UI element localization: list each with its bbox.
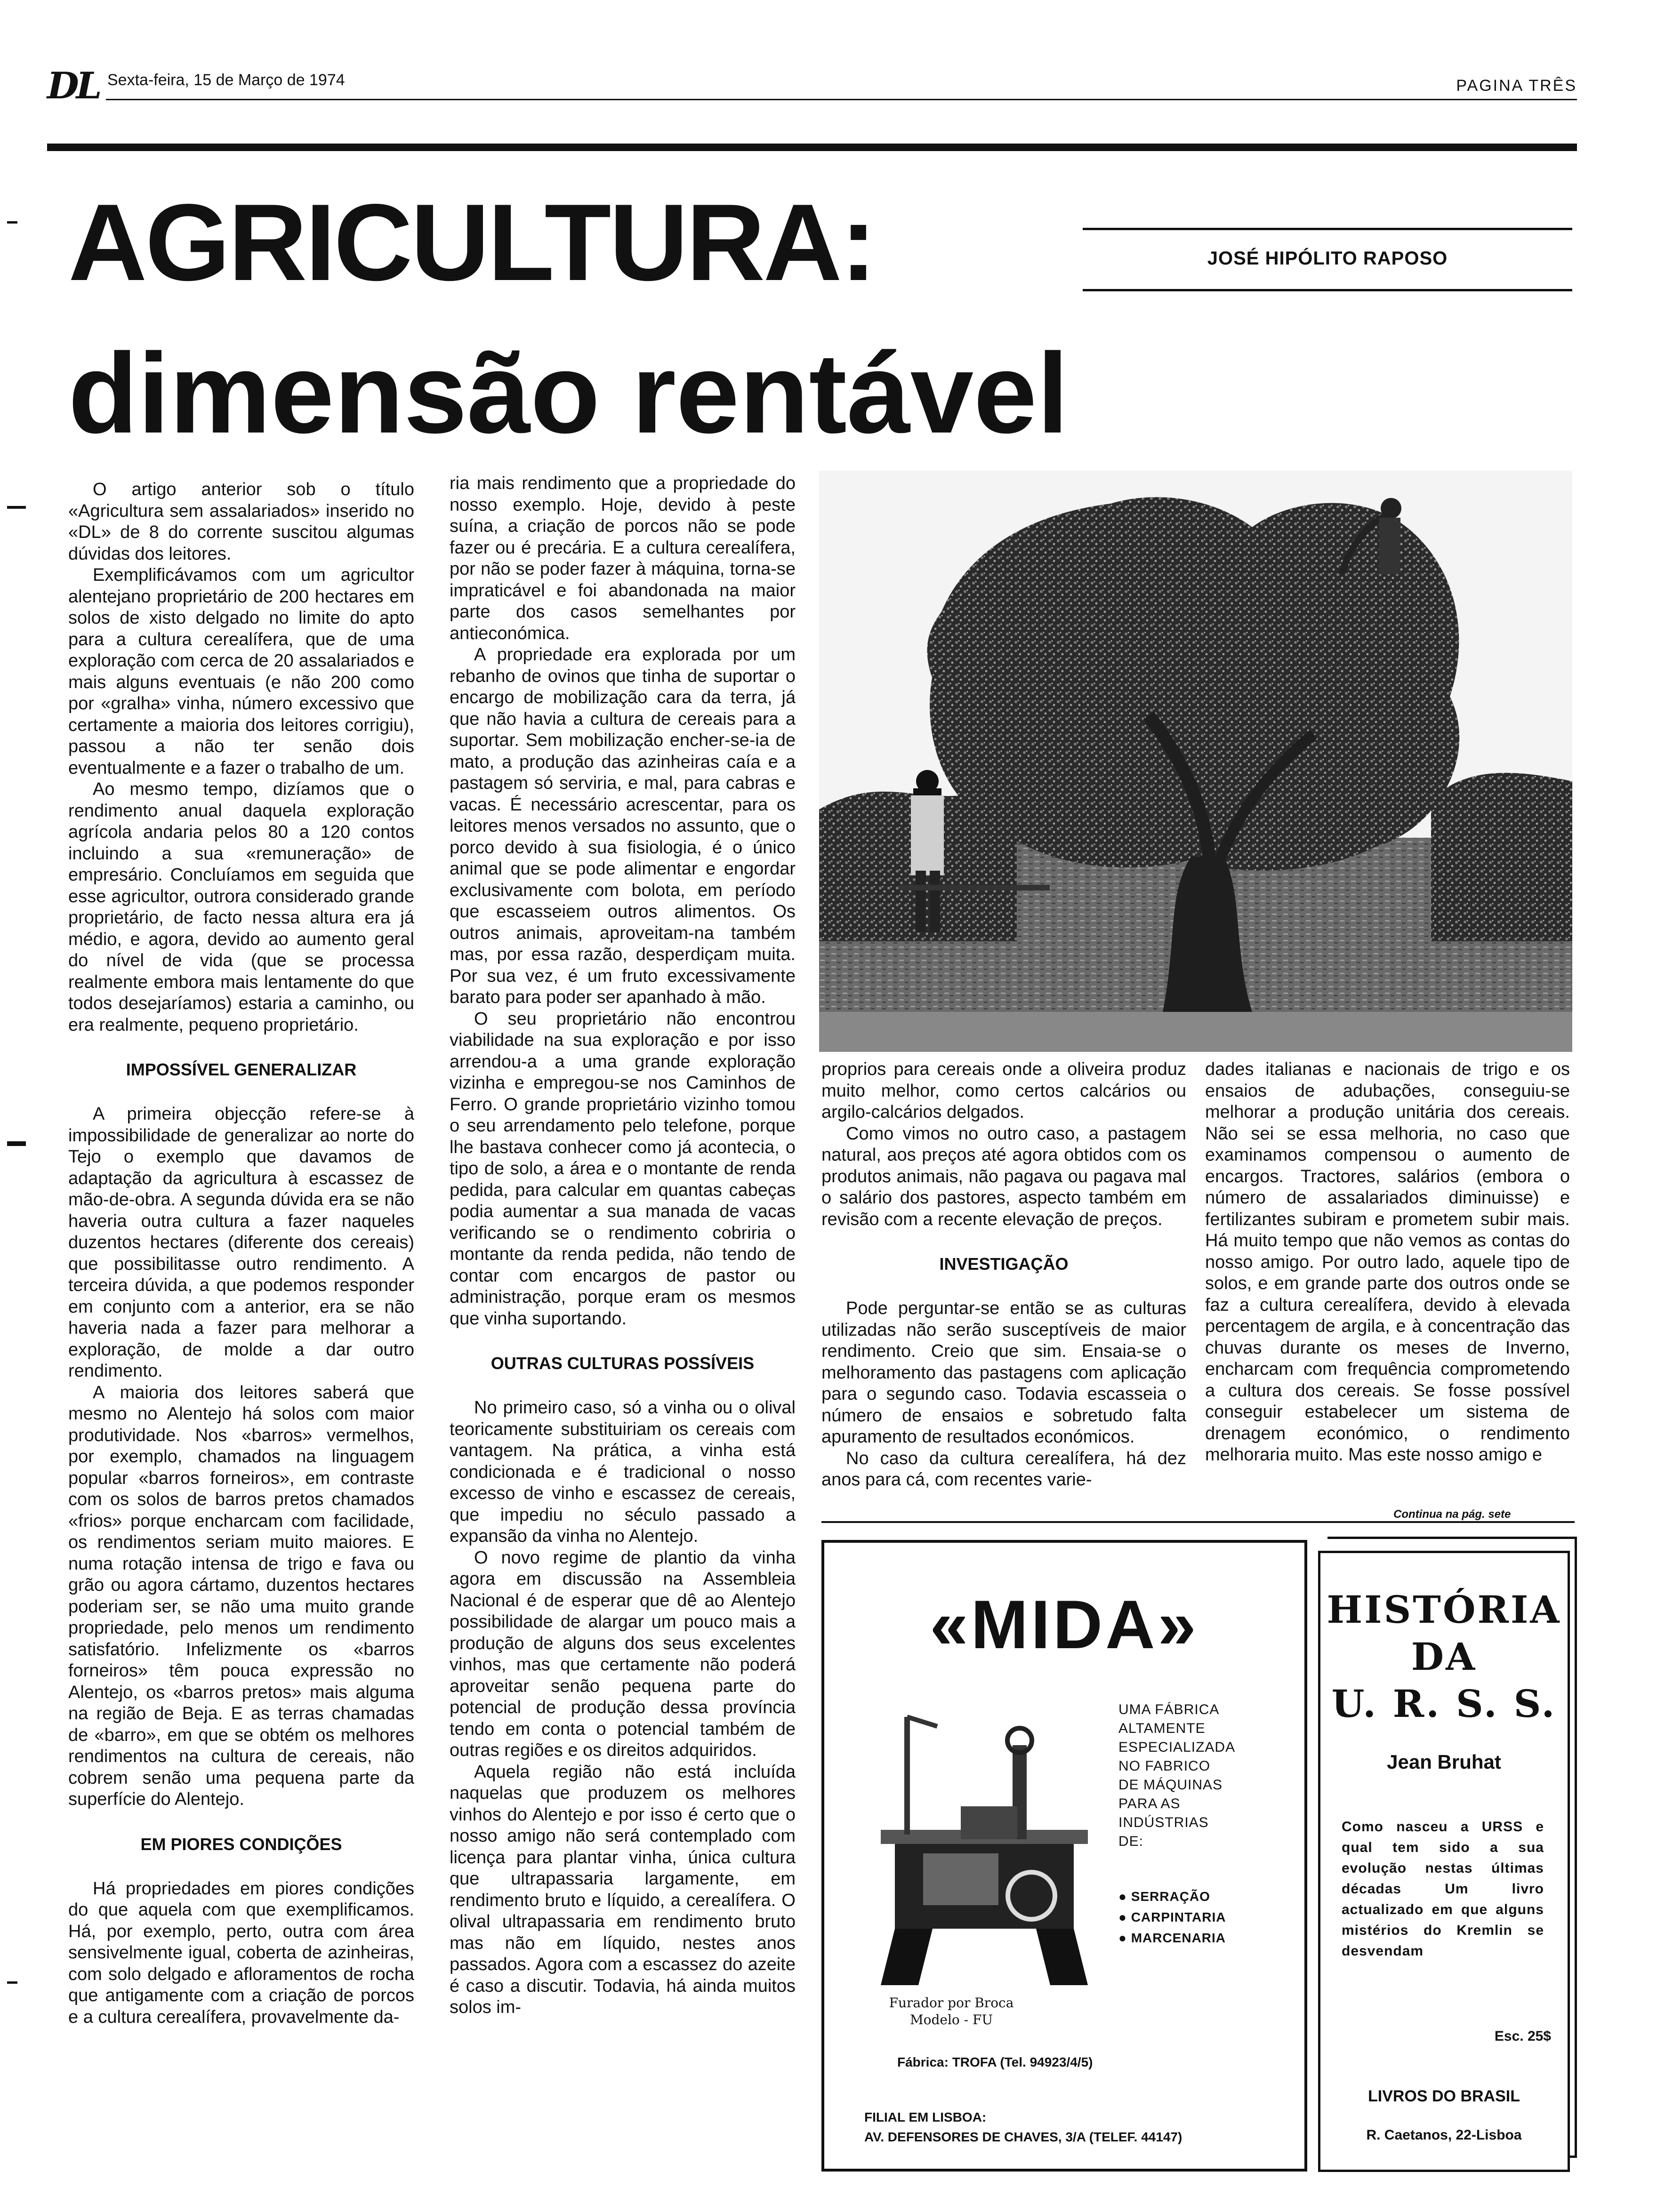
byline-box: [1083, 228, 1572, 291]
book-advertisement: [1318, 1537, 1575, 2170]
margin-mark: [7, 506, 26, 509]
margin-mark: [7, 1981, 17, 1984]
book-price: Esc. 25$: [1494, 2028, 1551, 2044]
book-blurb: Como nasceu a URSS e qual tem sido a sua evolução nestas últimas décadas Um livro actualizado em que alguns mistérios do Kremlin se desvendam: [1342, 1819, 1544, 1959]
margin-mark: [7, 1141, 26, 1146]
paragraph: No primeiro caso, só a vinha ou o olival teoricamente substituiriam os cereais com vantagem. Na prática, a vinha está condicionada e é tradicional o nosso excesso de vinho e escassez de cereais, que impediu no século passado a expansão da vinha no Alentejo.: [450, 1398, 796, 1546]
paragraph: O novo regime de plantio da vinha agora em discussão na Assembleia Nacional é de esperar que dê ao Alentejo possibilidade de alargar um pouco mais a produção de alguns dos seus excelentes vinhos, mas que certamente não poderá aproveitar senão pequena parte do potencial de produção dessa província tendo em conta o potencial também de outras regiões e os direitos adquiridos.: [450, 1547, 796, 1760]
book-publisher-address: R. Caetanos, 22-Lisboa: [1366, 2127, 1522, 2143]
drill-machine-illustration: [867, 1698, 1102, 1990]
mida-ad-caption: Furador por Broca Modelo - FU: [889, 1995, 1014, 2028]
book-title: HISTÓRIA DA U. R. S. S.: [1327, 1587, 1561, 1726]
headline-line-1: AGRICULTURA:: [68, 182, 875, 304]
headline-line-2: dimensão rentável: [68, 330, 1069, 457]
paragraph: Pode perguntar-se então se as culturas utilizadas não serão susceptíveis de maior rendimento. Creio que sim. Ensaia-se o melhoramento das pastagens com aplicação para o segundo caso. Todavia escasseia o número de ensaios e sobretudo falta apuramento de resultados económicos.: [821, 1298, 1186, 1447]
continued-note: Continua na pág. sete: [1393, 1508, 1511, 1521]
paragraph: Há propriedades em piores condições do que aquela com que exemplificamos. Há, por exemplo, perto, outra com área sensivelmente igual, coberta de azinheiras, com solo delgado e afloramentos de rocha que antigamente com a criação de porcos e a cultura cerealífera, provavelmente da-: [68, 1878, 414, 2027]
mida-ad-factory: Fábrica: TROFA (Tel. 94923/4/5): [897, 2055, 1093, 2069]
masthead-rule: [106, 99, 1577, 100]
page-label: PAGINA TRÊS: [1456, 77, 1577, 95]
masthead: [47, 64, 1577, 107]
section-heading: EM PIORES CONDIÇÕES: [140, 1834, 342, 1854]
paragraph: A maioria dos leitores saberá que mesmo no Alentejo há solos com maior produtividade. Nos «barros» vermelhos, por exemplo, chamados na linguagem popular «barros forneiros», em contraste com os solos de barros pretos chamados «frios» porque encharcam com facilidade, os rendimentos seriam muito maiores. E numa rotação intensa de trigo e fava ou grão ou agora cártamo, duzentos hectares poderiam ser, se não uma muito grande propriedade, pelo menos um rendimento satisfatório. Infelizmente os «barros forneiros» têm pouca expressão no Alentejo, os «barros pretos» mais alguma na região de Beja. E as terras chamadas de «barro», em que se obtém os melhores rendimentos na cultura de cereais, não cobrem senão uma pequena parte da superfície do Alentejo.: [68, 1382, 414, 1809]
book-cover: [1318, 1551, 1570, 2172]
margin-mark: [7, 221, 17, 224]
book-author: Jean Bruhat: [1387, 1751, 1501, 1773]
mida-advertisement: [821, 1540, 1307, 2172]
mida-ad-description: UMA FÁBRICA ALTAMENTE ESPECIALIZADA NO FABRICO DE MÁQUINAS PARA AS INDÚSTRIAS DE:: [1118, 1702, 1236, 1849]
paragraph: Exemplificávamos com um agricultor alentejano proprietário de 200 hectares em solos de xisto delgado no limite do apto para a cultura cerealífera, que de uma exploração com cerca de 20 assalariados e mais alguns eventuais (e não 200 como por «gralha» vinha, número excessivo que certamente a maioria dos leitores corrigiu), passou a não ter senão dois eventualmente e a fazer o trabalho de um.: [68, 565, 414, 778]
header-thick-rule: [47, 144, 1577, 151]
article-column-3: [821, 1059, 1186, 1491]
paragraph: ria mais rendimento que a propriedade do nosso exemplo. Hoje, devido à peste suína, a criação de porcos não se pode fazer ou é precária. E a cultura cerealífera, por não se poder fazer à máquina, torna-se impraticável e foi abandonada na maior parte dos casos semelhantes por antieconómica.: [450, 473, 796, 643]
paragraph: A primeira objecção refere-se à impossibilidade de generalizar ao norte do Tejo o exemplo que davamos de adaptação da agricultura à escassez de mão-de-obra. A segunda dúvida era se não haveria outra cultura a fazer naqueles duzentos hectares (diferente dos cereais) que possibilitasse outro rendimento. A terceira dúvida, a que podemos responder em conjunto com a anterior, era se não haveria nada a fazer para melhorar a exploração, de molde a dar outro rendimento.: [68, 1104, 414, 1381]
mida-ad-title: «MIDA»: [930, 1586, 1199, 1663]
paragraph: O artigo anterior sob o título «Agricultura sem assalariados» inserido no «DL» de 8 do corrente suscitou algumas dúvidas dos leitores.: [68, 480, 414, 564]
section-heading: OUTRAS CULTURAS POSSÍVEIS: [491, 1354, 755, 1373]
paragraph: Como vimos no outro caso, a pastagem natural, aos preços até agora obtidos com os produtos animais, não pagava ou pagava mal o salário dos pastores, aspecto também em revisão com a recente elevação de preços.: [821, 1123, 1186, 1229]
byline-author: JOSÉ HIPÓLITO RAPOSO: [1207, 248, 1448, 269]
paragraph: Aquela região não está incluída naquelas que produzem os melhores vinhos do Alentejo e por isso é certo que o nosso amigo não será contemplado com licença para plantar vinha, única cultura que ultrapassaria largamente, em rendimento bruto e líquido, a cerealífera. O olival ultrapassaria em rendimento bruto mas não em líquido, nestes anos passados. Agora com a escassez do azeite é caso a discutir. Todavia, há ainda muitos solos im-: [450, 1762, 796, 2017]
issue-date: Sexta-feira, 15 de Março de 1974: [107, 71, 345, 89]
article-column-1: [68, 479, 414, 2028]
paragraph: A propriedade era explorada por um rebanho de ovinos que tinha de suportar o encargo de mobilização cara da terra, já que não havia a cultura de cereais para a suportar. Sem mobilização encher-se-ia de mato, a produção das azinheiras caía e a pastagem só serviria, e mal, para cabras e vacas. É necessário acrescentar, para os leitores menos versados no assunto, que o porco devido à sua fisiologia, é o único animal que se pode alimentar e engordar exclusivamente com bolota, em período que escasseiem outros alimentos. Os outros animais, aproveitam-na também mas, por essa razão, desperdiçam muita. Por sua vez, é um fruto excessivamente barato para poder ser apanhado à mão.: [450, 645, 796, 1007]
section-heading: IMPOSSÍVEL GENERALIZAR: [126, 1060, 357, 1079]
mida-ad-branch: FILIAL EM LISBOA: AV. DEFENSORES DE CHAVES, 3/A (TELEF. 44147): [864, 2110, 1182, 2144]
column-bottom-rule: [821, 1521, 1575, 1523]
mida-ad-industries: ● SERRAÇÃO ● CARPINTARIA ● MARCENARIA: [1118, 1889, 1226, 1945]
paragraph: O seu proprietário não encontrou viabilidade na sua exploração e por isso arrendou-a a uma grande exploração vizinha e empregou-se nos Caminhos de Ferro. O grande proprietário vizinho tomou o seu arrendamento pelo telefone, porque lhe bastava conhecer como já acontecia, o tipo de solo, a área e o montante de renda pedida, para calcular em quantas cabeças podia aumentar a sua manada de vacas verificando se o rendimento cobriria o montante da renda pedida, não tendo de contar com encargos de pastor ou administração, porque eram os mesmos que vinha suportando.: [450, 1009, 796, 1329]
olive-grove-photo: [819, 471, 1572, 1052]
newspaper-logo: DL: [47, 64, 99, 107]
article-column-2: [450, 473, 796, 2019]
paragraph: No caso da cultura cerealífera, há dez anos para cá, com recentes varie-: [821, 1448, 1186, 1490]
paragraph: dades italianas e nacionais de trigo e os ensaios de adubações, conseguiu-se melhorar a produção unitária dos cereais. Não sei se essa melhoria, no caso que examinamos compensou o aumento de encargos. Tractores, salários (embora o número de assalariados diminuisse) e fertilizantes subiram e prometem subir mais. Há muito tempo que não vemos as contas do nosso amigo. Por outro lado, aquele tipo de solos, e em grande parte dos outros onde se faz a cultura cerealífera, devido à elevada percentagem de argila, e à concentração das chuvas durante os meses de Inverno, encharcam com frequência comprometendo a cultura dos cereais. Se fosse possível conseguir estabelecer um sistema de drenagem económico, o rendimento melhoraria muito. Mas este nosso amigo e: [1205, 1059, 1570, 1465]
paragraph: proprios para cereais onde a oliveira produz muito melhor, como certos calcários ou argilo-calcários delgados.: [821, 1059, 1186, 1122]
article-column-4: [1205, 1059, 1570, 1466]
book-publisher: LIVROS DO BRASIL: [1367, 2087, 1520, 2105]
paragraph: Ao mesmo tempo, dizíamos que o rendimento anual daquela exploração agrícola andaria pelos 80 a 120 contos incluindo a sua «remuneração» de empresário. Concluíamos em seguida que esse agricultor, outrora considerado grande proprietário, de facto nessa altura era já médio, e agora, devido ao aumento geral do nível de vida (que se processa realmente embora mais lentamente do que todos desejaríamos) estaria a caminho, ou era realmente, pequeno proprietário.: [68, 779, 414, 1035]
section-heading: INVESTIGAÇÃO: [939, 1254, 1069, 1274]
